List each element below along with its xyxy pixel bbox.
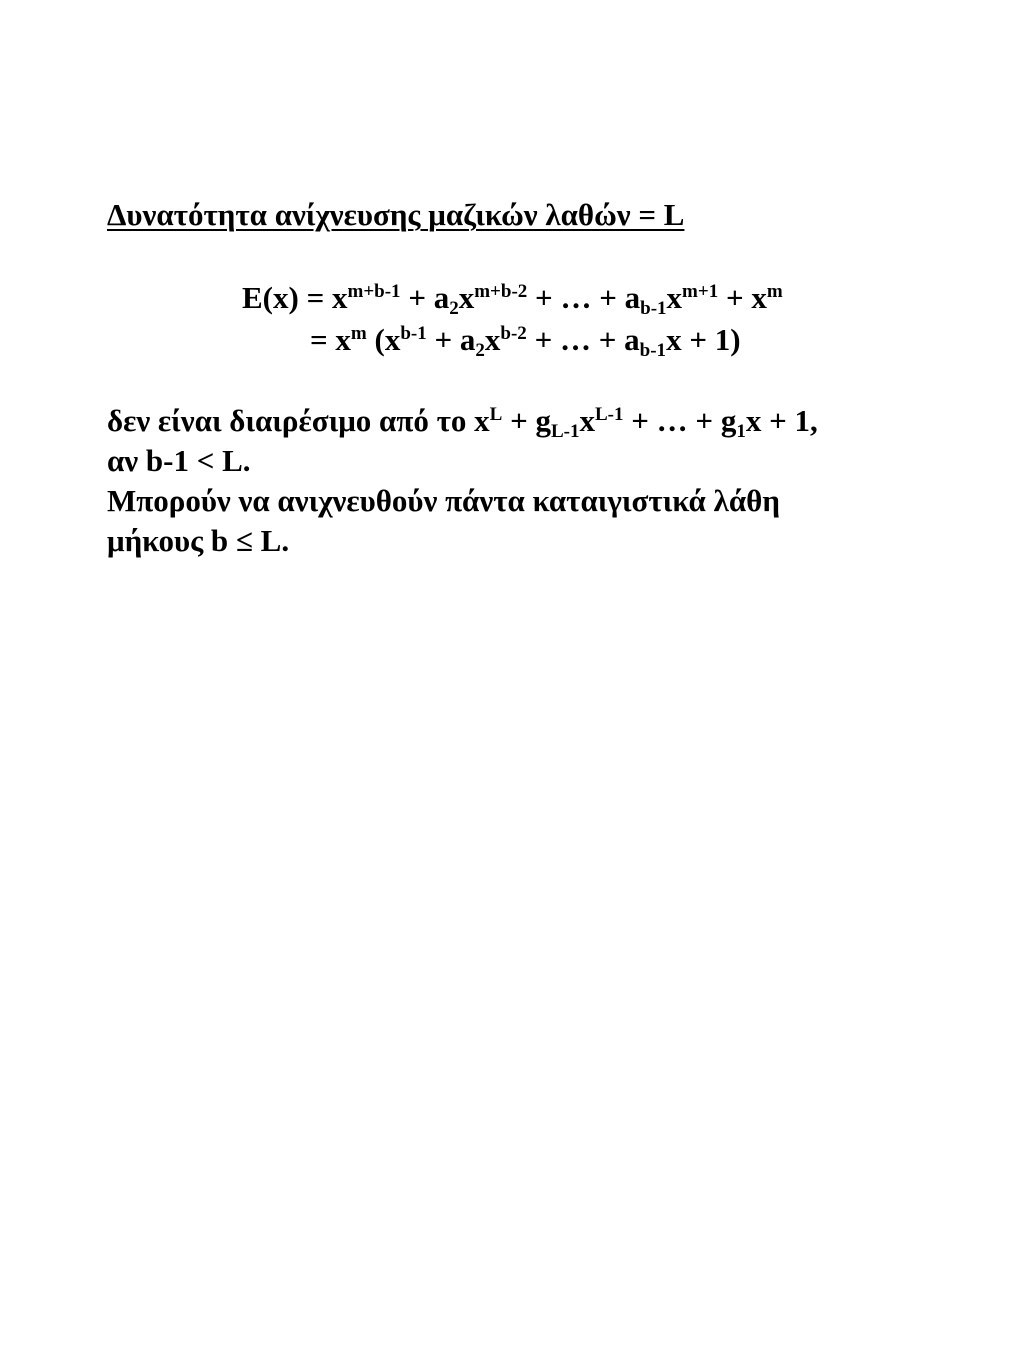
body-line-3: Μπορούν να ανιχνευθούν πάντα καταιγιστικά λάθη [107, 483, 780, 518]
eq1-superscript: m+b-1 [347, 281, 401, 302]
eq2-subscript: b-1 [639, 340, 667, 361]
eq1-text: + … + a [527, 280, 641, 315]
eq2-superscript: b-2 [500, 323, 527, 344]
eq1-text: + a [400, 280, 450, 315]
eq2-text: = x [310, 322, 351, 357]
body-text-run: x [579, 403, 595, 438]
eq2-text: x + 1) [666, 322, 741, 357]
body-superscript: L [489, 404, 503, 425]
body-text-run: x + 1, [745, 403, 818, 438]
body-subscript: L-1 [551, 421, 580, 442]
slide-heading: Δυνατότητα ανίχνευσης μαζικών λαθών = L [107, 197, 685, 232]
body-line-2: αν b-1 < L. [107, 443, 251, 478]
eq1-subscript: b-1 [640, 298, 667, 319]
eq1-subscript: 2 [449, 298, 459, 319]
eq2-text: + … + a [526, 322, 640, 357]
equation-line-1 [242, 278, 783, 318]
body-line-4: μήκους b ≤ L. [107, 523, 290, 558]
eq1-text: E(x) = x [242, 280, 348, 315]
eq1-superscript: m+b-2 [474, 281, 528, 302]
eq1-text: x [458, 280, 475, 315]
equation-line-2 [310, 320, 741, 360]
body-superscript: L-1 [595, 404, 624, 425]
body-subscript: 1 [736, 421, 746, 442]
eq2-subscript: 2 [475, 340, 485, 361]
body-text-run: + … + g [623, 403, 737, 438]
eq2-superscript: b-1 [400, 323, 427, 344]
body-text [107, 401, 967, 561]
eq1-superscript: m+1 [682, 281, 719, 302]
eq1-text: + x [718, 280, 767, 315]
eq1-superscript: m [766, 281, 783, 302]
body-text-run: δεν είναι διαιρέσιμο από το x [107, 403, 490, 438]
eq2-text: (x [366, 322, 401, 357]
body-text-run: + g [502, 403, 551, 438]
eq2-text: + a [426, 322, 476, 357]
eq2-text: x [484, 322, 501, 357]
eq1-text: x [666, 280, 683, 315]
body-line-1 [107, 401, 967, 441]
eq2-superscript: m [350, 323, 367, 344]
